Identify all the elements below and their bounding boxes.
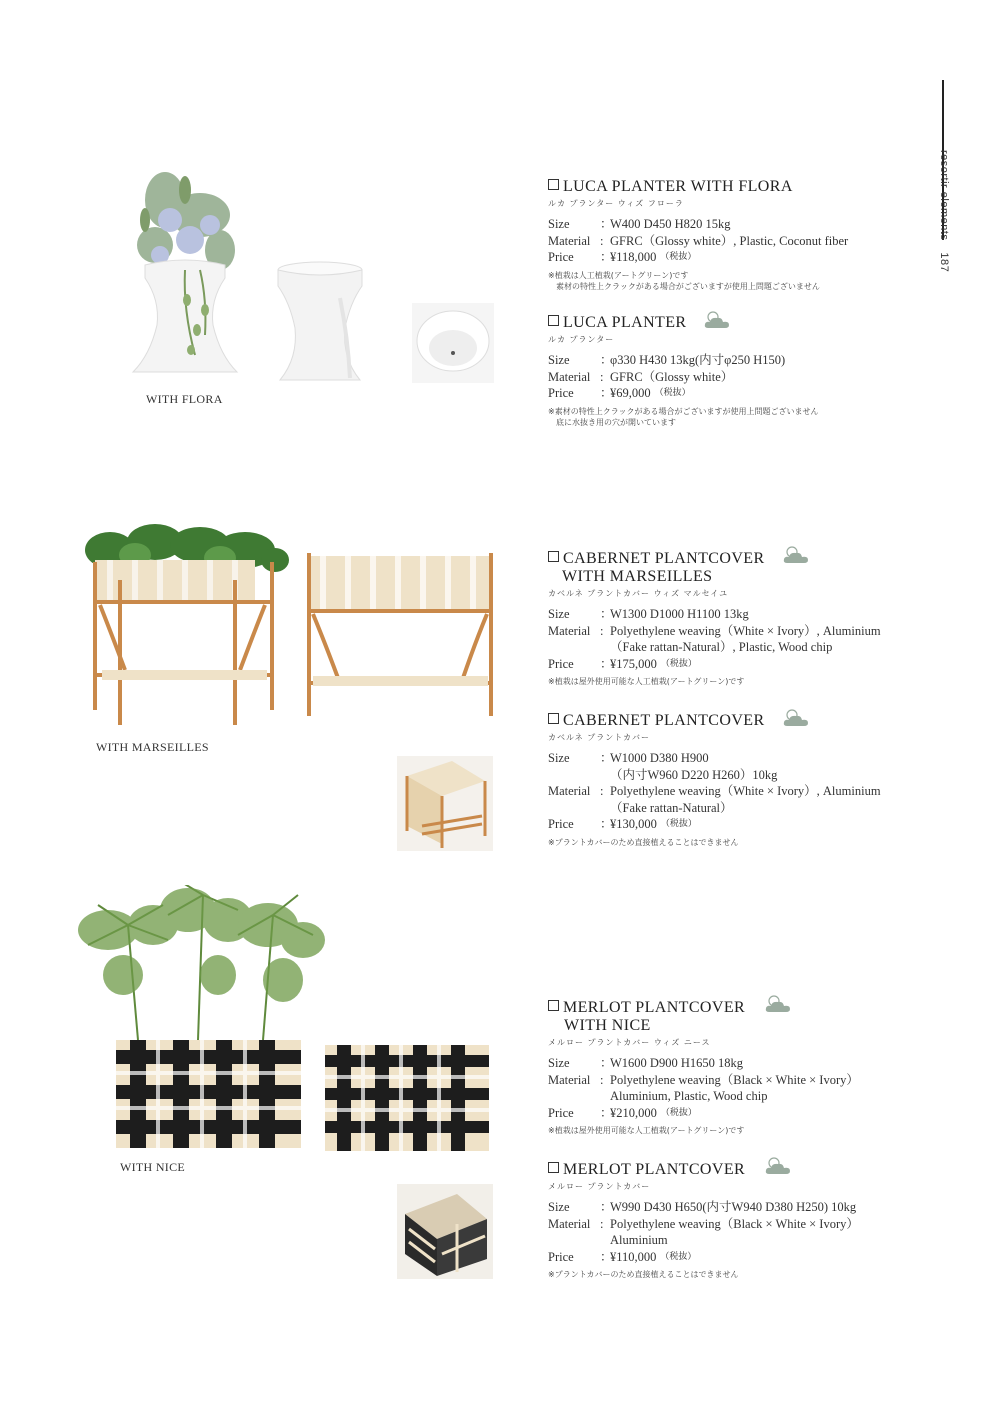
product-merlot [548,1161,859,1280]
material-row-2: Aluminium [610,1233,668,1247]
product-kana: メルロー プラントカバー ウィズ ニース [548,1038,711,1047]
caption-with-nice: WITH NICE [120,1160,186,1174]
product-notes: ※植栽は屋外使用可能な人工植栽(アートグリーン)です [548,677,745,686]
product-title: MERLOT PLANTCOVER [548,1161,859,1179]
size-row: Size ： φ330 H430 13kg(内寸φ250 H150) [548,353,786,367]
material-row: Material : GFRC（Glossy white）, Plastic, Coconut fiber [548,233,849,248]
cloud-sun-icon [764,994,792,1014]
size-row-2: （内寸W960 D220 H260）10kg [610,767,778,782]
caption-with-flora: WITH FLORA [146,392,223,406]
cloud-sun-icon [782,708,810,728]
product-title: LUCA PLANTER WITH FLORA [548,178,848,196]
cloud-sun-icon [782,545,810,565]
product-notes: ※素材の特性上クラックがある場合がございますが使用上問題ございません 底に水抜き用の穴が開いています [548,406,819,427]
brand-label: resortir elements [938,150,950,241]
product-kana: カベルネ プラントカバー [548,733,651,742]
material-row: Material : Polyethylene weaving（Black × White × Ivory） [548,1216,859,1231]
product-title-line2: WITH MARSEILLES [562,568,713,585]
cloud-sun-icon [703,310,731,330]
price-row: Price ： ¥110,000 （税抜） [548,1249,697,1264]
product-notes: ※プラントカバーのため直接植えることはできません [548,837,739,847]
luca-planter-top-thumb [412,303,494,383]
product-kana: ルカ プランター [548,335,615,344]
cabernet-plantcover-detail-thumb [397,756,493,851]
checkbox-icon [548,713,559,724]
luca-planter-photo [270,258,370,386]
material-row-2: （Fake rattan-Natural）, Plastic, Wood chip [610,640,833,654]
size-row: Size ： W1300 D1000 H1100 13kg [548,607,749,621]
product-title: CABERNET PLANTCOVER [548,712,881,730]
material-row: Material : Polyethylene weaving（White × Ivory）, Aluminium [548,623,881,638]
price-row: Price ： ¥69,000 （税抜） [548,386,691,400]
product-notes: ※植栽は屋外使用可能な人工植栽(アートグリーン)です [548,1126,745,1135]
sidebar-label [938,150,950,272]
caption-with-marseilles: WITH MARSEILLES [96,740,209,754]
price-row: Price ： ¥175,000 （税抜） [548,656,697,671]
size-row: Size ： W1000 D380 H900 [548,751,709,765]
product-kana: メルロー プラントカバー [548,1182,651,1191]
material-row-2: Aluminium, Plastic, Wood chip [610,1089,768,1103]
material-row: Material : GFRC（Glossy white） [548,369,734,384]
checkbox-icon [548,1000,559,1011]
size-row: Size ： W400 D450 H820 15kg [548,217,731,231]
merlot-plantcover-photo [323,1043,491,1153]
cabernet-with-marseilles-photo [80,520,290,725]
product-cabernet-marseilles [548,550,881,687]
product-title: CABERNET PLANTCOVER [548,550,881,568]
price-row: Price ： ¥130,000 （税抜） [548,817,697,831]
material-row: Material : Polyethylene weaving（Black × White × Ivory） [548,1072,859,1087]
product-notes: ※植栽は人工植栽(アートグリーン)です 素材の特性上クラックがある場合がございますが使用上問題ございません [548,270,820,291]
merlot-with-nice-photo [68,885,330,1153]
merlot-plantcover-detail-thumb [397,1184,493,1279]
product-kana: カベルネ プラントカバー ウィズ マルセイユ [548,589,729,598]
product-title-line2: WITH NICE [564,1017,651,1034]
size-row: Size ： W990 D430 H650(内寸W940 D380 H250) 10kg [548,1200,857,1214]
product-kana: ルカ プランター ウィズ フローラ [548,199,684,208]
material-row: Material : Polyethylene weaving（White × Ivory）, Aluminium [548,784,881,798]
product-title: LUCA PLANTER [548,314,819,332]
product-notes: ※プラントカバーのため直接植えることはできません [548,1270,739,1279]
page-number: 187 [938,252,950,273]
checkbox-icon [548,551,559,562]
product-luca [548,314,819,428]
material-row-2: （Fake rattan-Natural） [610,800,733,815]
cloud-sun-icon [764,1156,792,1176]
size-row: Size ： W1600 D900 H1650 18kg [548,1056,743,1070]
product-luca-flora [548,178,848,292]
checkbox-icon [548,315,559,326]
checkbox-icon [548,1162,559,1173]
price-row: Price ： ¥210,000 （税抜） [548,1105,697,1120]
checkbox-icon [548,179,559,190]
luca-with-flora-photo [125,160,245,385]
product-cabernet [548,712,881,848]
product-title: MERLOT PLANTCOVER [548,999,859,1017]
cabernet-plantcover-photo [303,548,498,718]
product-merlot-nice [548,999,859,1136]
price-row: Price ： ¥118,000 （税抜） [548,250,697,264]
